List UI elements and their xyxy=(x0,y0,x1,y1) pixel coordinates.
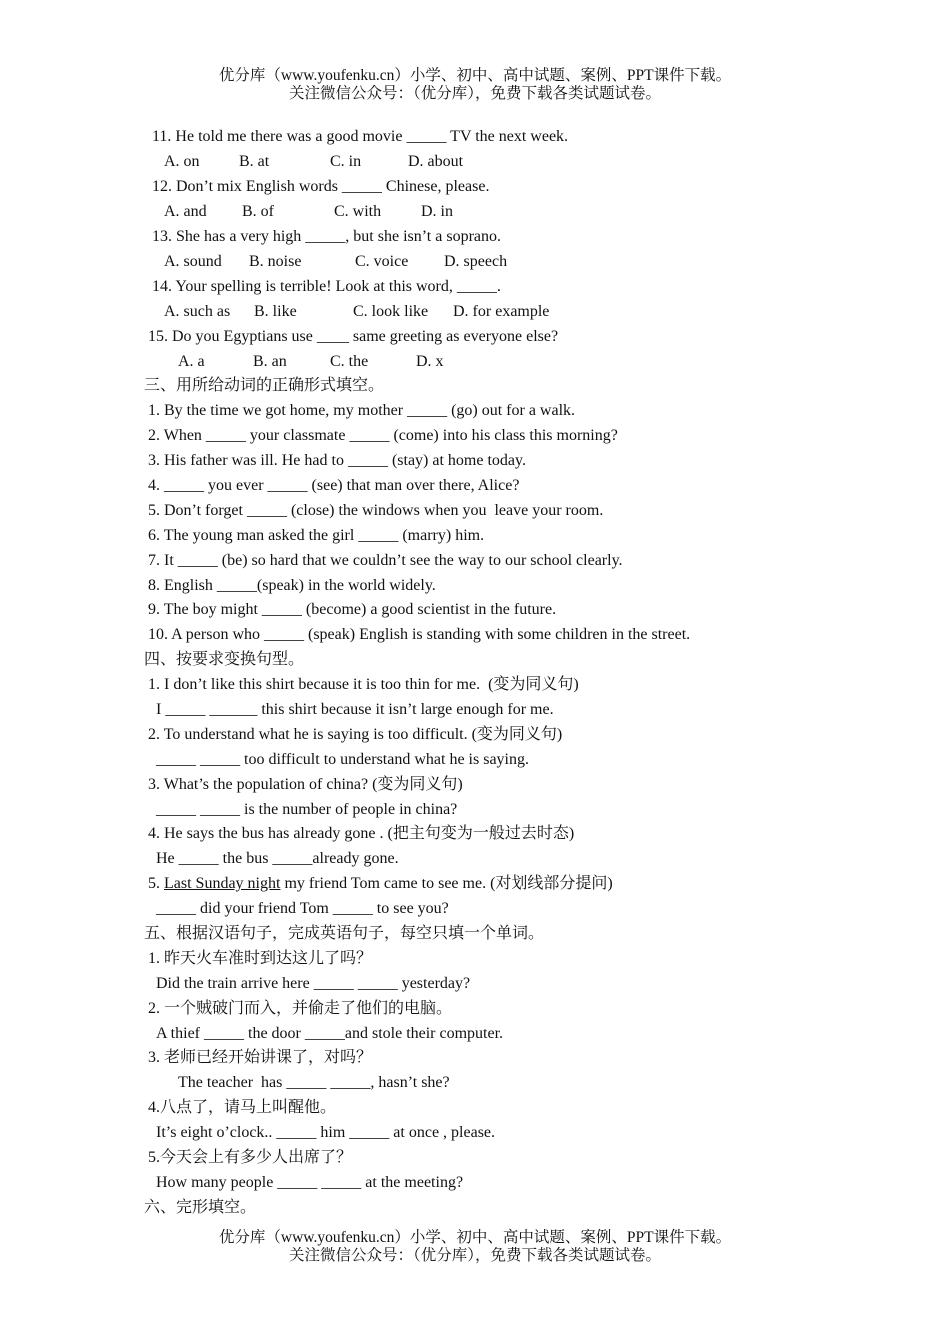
section-5-title: 五、根据汉语句子，完成英语句子，每空只填一个单词。 xyxy=(144,925,545,942)
section-6-title: 六、完形填空。 xyxy=(144,1199,257,1216)
q11-option-b: B. at xyxy=(239,153,270,170)
q15-option-c: C. the xyxy=(330,353,369,370)
question-15: 15. Do you Egyptians use ____ same greeting as everyone else? xyxy=(148,328,559,345)
s5-english-1: Did the train arrive here _____ _____ yesterday? xyxy=(156,975,471,992)
q12-option-c: C. with xyxy=(334,203,382,220)
section-3-item: 9. The boy might _____ (become) a good scientist in the future. xyxy=(148,601,557,618)
q11-option-a: A. on xyxy=(164,153,200,170)
s5-english-4: It’s eight o’clock.. _____ him _____ at once , please. xyxy=(156,1124,496,1141)
question-14: 14. Your spelling is terrible! Look at this word, _____. xyxy=(152,278,501,295)
q12-option-a: A. and xyxy=(164,203,207,220)
section-3-item: 1. By the time we got home, my mother _____ (go) out for a walk. xyxy=(148,402,576,419)
q13-option-b: B. noise xyxy=(249,253,302,270)
s4-question-4: 4. He says the bus has already gone . (把主句变为一般过去时态) xyxy=(148,825,575,842)
question-12: 12. Don’t mix English words _____ Chinese, please. xyxy=(152,178,490,195)
section-3-item: 3. His father was ill. He had to _____ (stay) at home today. xyxy=(148,452,526,469)
q12-option-d: D. in xyxy=(421,203,453,220)
s5-english-2: A thief _____ the door _____and stole their computer. xyxy=(156,1025,504,1042)
q15-option-b: B. an xyxy=(253,353,287,370)
s4-q5-number: 5. xyxy=(148,875,164,892)
question-13: 13. She has a very high _____, but she isn’t a soprano. xyxy=(152,228,501,245)
page-footer xyxy=(0,1229,950,1265)
s4-question-2: 2. To understand what he is saying is too difficult. (变为同义句) xyxy=(148,726,563,743)
s5-chinese-4: 4.八点了，请马上叫醒他。 xyxy=(148,1099,337,1116)
section-3-item: 6. The young man asked the girl _____ (marry) him. xyxy=(148,527,485,544)
section-4-title: 四、按要求变换句型。 xyxy=(144,651,305,668)
page-header xyxy=(0,67,950,103)
s4-question-5 xyxy=(148,874,613,894)
s5-chinese-3: 3. 老师已经开始讲课了，对吗？ xyxy=(148,1049,373,1066)
section-3-item: 4. _____ you ever _____ (see) that man over there, Alice? xyxy=(148,477,520,494)
s4-answer-2: _____ _____ too difficult to understand what he is saying. xyxy=(156,751,529,768)
section-3-item: 8. English _____(speak) in the world widely. xyxy=(148,577,436,594)
section-3-item: 7. It _____ (be) so hard that we couldn’t see the way to our school clearly. xyxy=(148,552,623,569)
question-11: 11. He told me there was a good movie _____ TV the next week. xyxy=(152,128,569,145)
q14-option-a: A. such as xyxy=(164,303,231,320)
s5-english-3: The teacher has _____ _____, hasn’t she? xyxy=(178,1074,450,1091)
footer-line-1: 优分库（www.youfenku.cn）小学、初中、高中试题、案例、PPT课件下载。 xyxy=(218,1229,732,1246)
header-line-1: 优分库（www.youfenku.cn）小学、初中、高中试题、案例、PPT课件下载。 xyxy=(218,67,732,84)
section-3-title: 三、用所给动词的正确形式填空。 xyxy=(144,377,385,394)
s4-answer-3: _____ _____ is the number of people in china? xyxy=(156,801,458,818)
q14-option-c: C. look like xyxy=(353,303,429,320)
q14-option-b: B. like xyxy=(254,303,297,320)
s4-answer-5: _____ did your friend Tom _____ to see you? xyxy=(156,900,449,917)
q11-option-c: C. in xyxy=(330,153,362,170)
s5-chinese-2: 2. 一个贼破门而入，并偷走了他们的电脑。 xyxy=(148,1000,453,1017)
section-3-item: 5. Don’t forget _____ (close) the windows when you leave your room. xyxy=(148,502,604,519)
q15-option-d: D. x xyxy=(416,353,444,370)
section-3-item: 2. When _____ your classmate _____ (come) into his class this morning? xyxy=(148,427,618,444)
q13-option-d: D. speech xyxy=(444,253,508,270)
q11-option-d: D. about xyxy=(408,153,464,170)
footer-line-2: 关注微信公众号：（优分库），免费下载各类试题试卷。 xyxy=(288,1247,661,1264)
q13-option-c: C. voice xyxy=(355,253,409,270)
s4-q5-underlined-phrase: Last Sunday night xyxy=(164,875,281,892)
s4-answer-4: He _____ the bus _____already gone. xyxy=(156,850,399,867)
s4-question-3: 3. What’s the population of china? (变为同义句) xyxy=(148,776,463,793)
q12-option-b: B. of xyxy=(242,203,274,220)
q15-option-a: A. a xyxy=(178,353,205,370)
q14-option-d: D. for example xyxy=(453,303,550,320)
s4-q5-rest: my friend Tom came to see me. (对划线部分提问) xyxy=(280,875,613,892)
s5-chinese-5: 5.今天会上有多少人出席了？ xyxy=(148,1149,353,1166)
s5-english-5: How many people _____ _____ at the meeting? xyxy=(156,1174,464,1191)
header-line-2: 关注微信公众号：（优分库），免费下载各类试题试卷。 xyxy=(288,85,661,102)
s5-chinese-1: 1. 昨天火车准时到达这儿了吗？ xyxy=(148,950,373,967)
q13-option-a: A. sound xyxy=(164,253,222,270)
section-3-item: 10. A person who _____ (speak) English is standing with some children in the street. xyxy=(148,626,691,643)
s4-answer-1: I _____ ______ this shirt because it isn’t large enough for me. xyxy=(156,701,554,718)
s4-question-1: 1. I don’t like this shirt because it is too thin for me. (变为同义句) xyxy=(148,676,579,693)
